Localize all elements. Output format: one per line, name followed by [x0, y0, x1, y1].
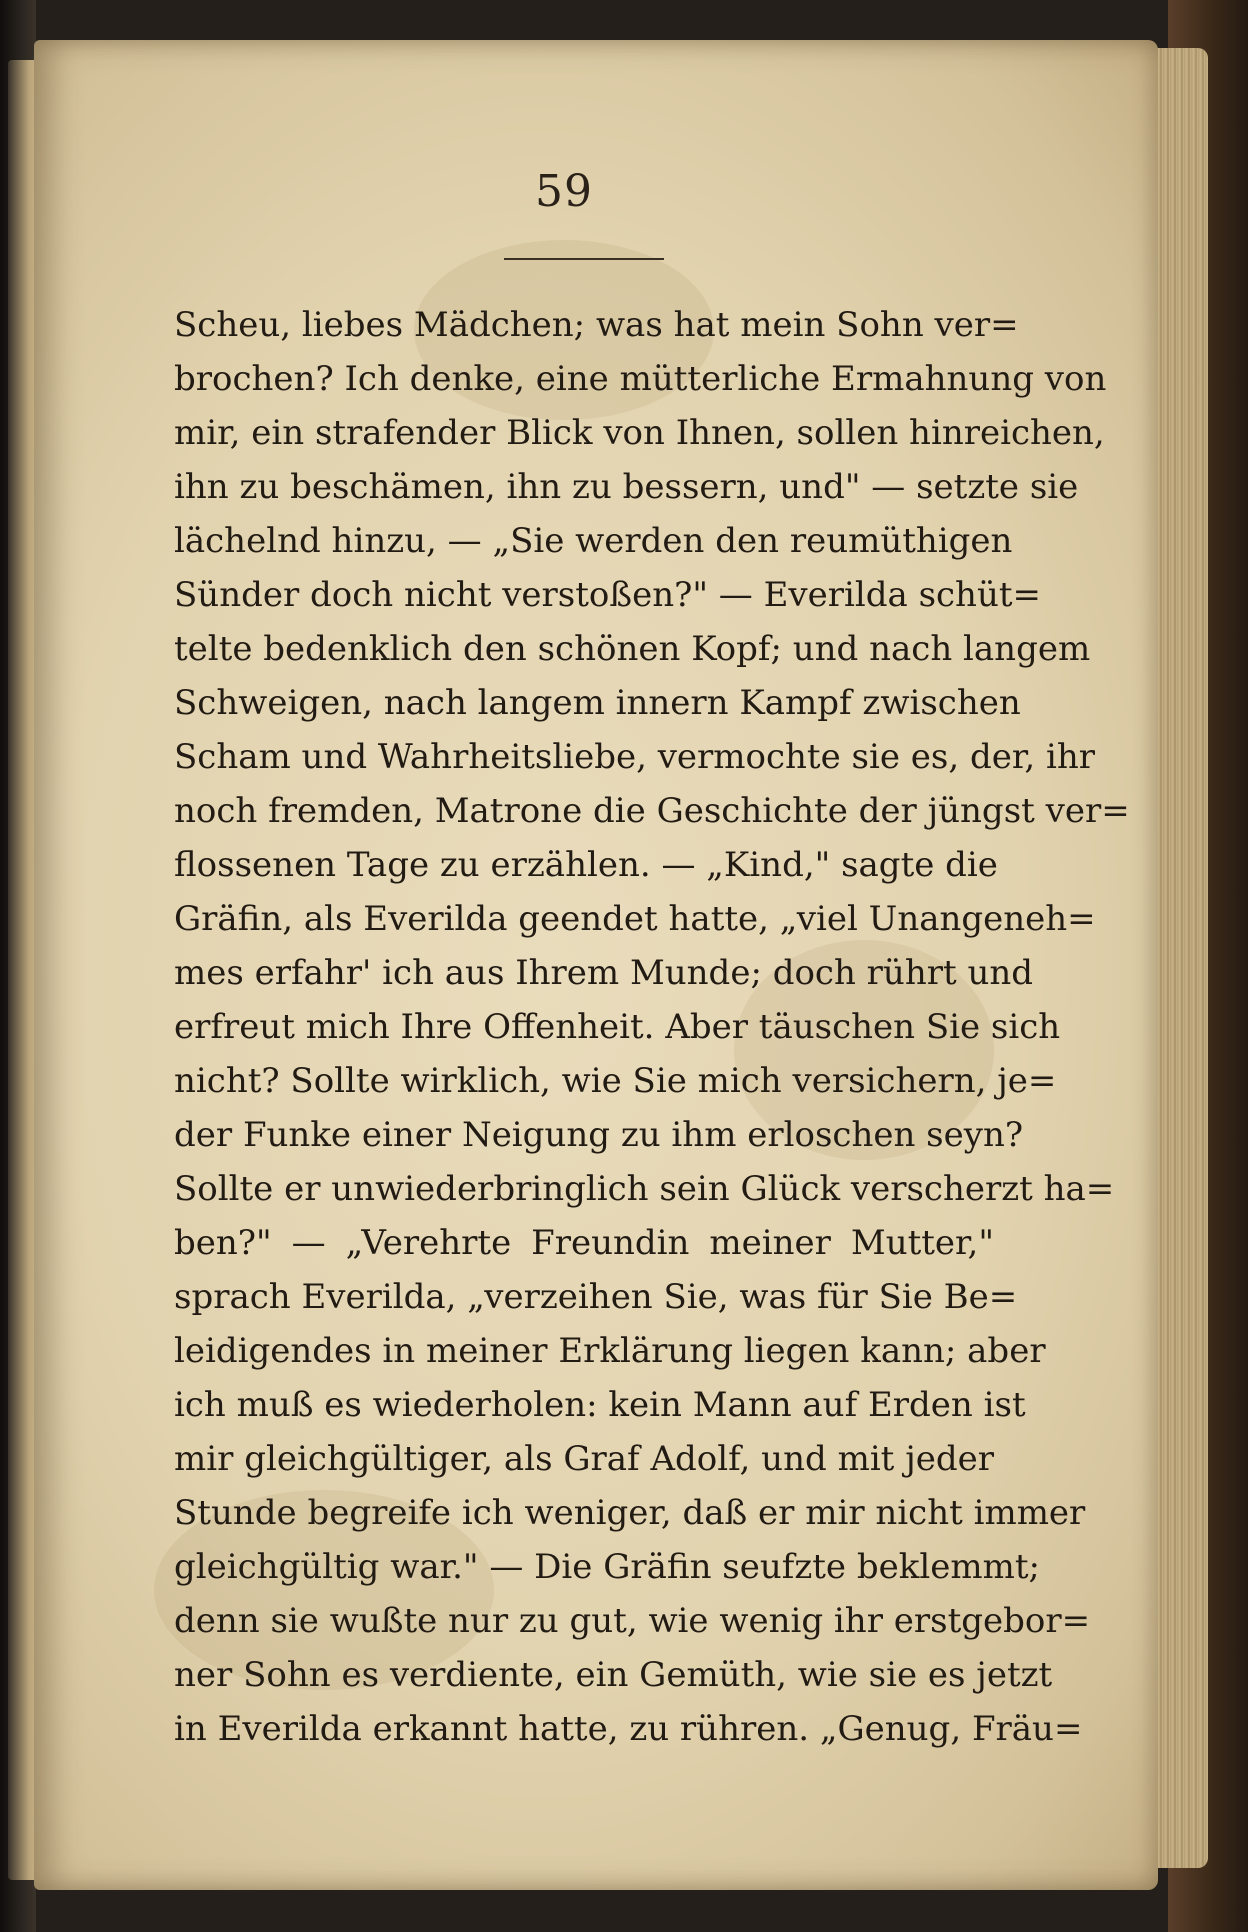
page-stack-edge	[1156, 48, 1208, 1868]
text-line: sprach Everilda, „verzeihen Sie, was für Sie Be=	[174, 1277, 1018, 1317]
text-line: der Funke einer Neigung zu ihm erloschen seyn?	[174, 1115, 1024, 1155]
text-line: noch fremden, Matrone die Geschichte der jüngst ver=	[174, 791, 1130, 831]
book-page	[34, 40, 1158, 1890]
text-line: Gräfin, als Everilda geendet hatte, „viel Unangeneh=	[174, 899, 1096, 939]
text-line: nicht? Sollte wirklich, wie Sie mich versichern, je=	[174, 1061, 1057, 1101]
text-line: ich muß es wiederholen: kein Mann auf Erden ist	[174, 1385, 1026, 1425]
text-line: leidigendes in meiner Erklärung liegen kann; aber	[174, 1331, 1046, 1371]
text-line: gleichgültig war." — Die Gräfin seufzte beklemmt;	[174, 1547, 1040, 1587]
text-line: Sollte er unwiederbringlich sein Glück verscherzt ha=	[174, 1169, 1115, 1209]
text-line: lächelnd hinzu, — „Sie werden den reumüthigen	[174, 521, 1013, 561]
text-line: telte bedenklich den schönen Kopf; und nach langem	[174, 629, 1091, 669]
text-line: ihn zu beschämen, ihn zu bessern, und" — setzte sie	[174, 467, 1079, 507]
text-line: Scheu, liebes Mädchen; was hat mein Sohn ver=	[174, 305, 1019, 345]
text-line: mes erfahr' ich aus Ihrem Munde; doch rührt und	[174, 953, 1034, 993]
text-line: brochen? Ich denke, eine mütterliche Ermahnung von	[174, 359, 1107, 399]
text-line: Stunde begreife ich weniger, daß er mir nicht immer	[174, 1493, 1086, 1533]
text-line: denn sie wußte nur zu gut, wie wenig ihr erstgebor=	[174, 1601, 1091, 1641]
text-line: mir gleichgültiger, als Graf Adolf, und mit jeder	[174, 1439, 994, 1479]
text-line: mir, ein strafender Blick von Ihnen, sollen hinreichen,	[174, 413, 1105, 453]
text-line: ben?" — „Verehrte Freundin meiner Mutter,"	[174, 1223, 994, 1263]
text-line: flossenen Tage zu erzählen. — „Kind," sagte die	[174, 845, 998, 885]
text-line: Sünder doch nicht verstoßen?" — Everilda schüt=	[174, 575, 1041, 615]
text-line: in Everilda erkannt hatte, zu rühren. „Genug, Fräu=	[174, 1709, 1083, 1749]
body-text	[174, 298, 1130, 1756]
text-line: Scham und Wahrheitsliebe, vermochte sie es, der, ihr	[174, 737, 1096, 777]
text-line: Schweigen, nach langem innern Kampf zwischen	[174, 683, 1021, 723]
text-line: ner Sohn es verdiente, ein Gemüth, wie sie es jetzt	[174, 1655, 1053, 1695]
text-line: erfreut mich Ihre Offenheit. Aber täuschen Sie sich	[174, 1007, 1061, 1047]
page-number: 59	[535, 166, 593, 217]
header-rule	[504, 258, 664, 260]
